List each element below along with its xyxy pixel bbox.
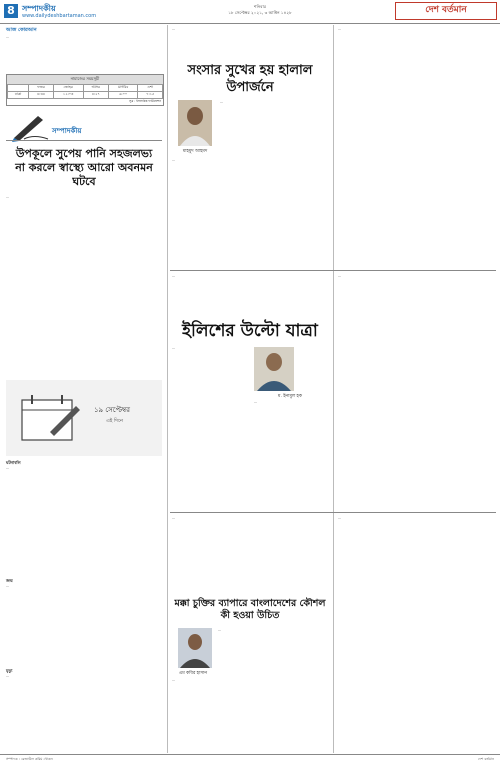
prayer-times-table xyxy=(7,84,163,99)
section-label: সম্পাদকীয় xyxy=(22,4,56,13)
history-subtitle: এই দিনে xyxy=(106,418,124,424)
prayer-header: ফজর xyxy=(29,85,54,92)
prayer-time: ৬:০০ xyxy=(108,92,137,99)
history-events-label: ঘটনাবলি xyxy=(6,460,21,465)
article2-body-2: … xyxy=(254,400,258,404)
history-deaths-label: মৃত্যু xyxy=(6,668,13,673)
prayer-header: আসর xyxy=(83,85,108,92)
article2-author: ম. ইনামুল হক xyxy=(278,394,302,399)
section-rule xyxy=(170,512,496,513)
author-photo xyxy=(178,628,212,668)
calendar-icon xyxy=(20,392,80,444)
article2-body-right: … xyxy=(338,274,342,278)
article2-body: … xyxy=(172,346,176,350)
article3-intro: … xyxy=(172,516,176,520)
article2-headline: ইলিশের উল্টো যাত্রা xyxy=(182,321,318,341)
prayer-time: ৪:৩৪ xyxy=(29,92,54,99)
footer-left: সম্পাদক : রেজাউল করিম খোকন xyxy=(6,757,53,761)
prayer-times-box xyxy=(6,74,164,106)
history-deaths-text: … xyxy=(6,674,10,678)
history-graphic xyxy=(6,380,162,456)
article3-headline: মক্কা চুক্তির ব্যাপারে বাংলাদেশের কৌশল কী হওয়া উচিত xyxy=(174,598,326,621)
editorial-body: … xyxy=(6,195,10,199)
section-rule xyxy=(170,270,496,271)
page-header xyxy=(0,0,500,22)
editorial-rule xyxy=(6,140,162,141)
author-photo xyxy=(254,347,294,391)
column-divider xyxy=(333,25,334,753)
prayer-row-label-cell xyxy=(8,85,29,92)
article1-headline: সংসার সুখের হয় হালাল উপার্জনে xyxy=(187,63,313,95)
history-births-label: জন্ম xyxy=(6,578,13,583)
history-date: ১৯ সেপ্টেম্বর xyxy=(94,406,130,414)
footer-right: দেশ বর্তমান xyxy=(477,757,494,761)
history-births-text: … xyxy=(6,584,10,588)
article1-body: … xyxy=(220,100,224,104)
dateline: শনিবার ১৮ সেপ্টেম্বর ২০২১, ৩ আশ্বিন ১৪২৮ xyxy=(228,4,292,15)
quran-text: … xyxy=(6,35,10,39)
prayer-header: এশা xyxy=(138,85,163,92)
article3-body-left: … xyxy=(172,678,176,682)
column-divider xyxy=(167,25,168,753)
website-url[interactable]: www.dailydeshbartaman.com xyxy=(22,13,97,19)
article1-body-left: … xyxy=(172,158,176,162)
masthead-logo: দেশ বর্তমান xyxy=(395,2,497,20)
prayer-header: মাগরিব xyxy=(108,85,137,92)
editorial-tag: সম্পাদকীয় xyxy=(52,127,82,135)
article1-body-right: … xyxy=(338,27,342,31)
header-divider xyxy=(0,23,500,24)
footer-divider xyxy=(0,754,500,755)
prayer-time: ৪:২৭ xyxy=(83,92,108,99)
column-text: … xyxy=(172,27,176,31)
editorial-headline: উপকূলে সুপেয় পানি সহজলভ্য না করলে স্বাস্থ্যে আরো অবনমন ঘটবে xyxy=(15,147,153,188)
prayer-time: ৭:১৫ xyxy=(138,92,163,99)
history-events-text: … xyxy=(6,466,10,470)
page-number: 8 xyxy=(4,4,18,18)
article2-intro: … xyxy=(172,274,176,278)
article1-author: মাহমুদ আহমদ xyxy=(182,149,208,154)
article3-body: … xyxy=(218,628,222,632)
prayer-city: ঢাকা xyxy=(8,92,29,99)
prayer-header: জোহর xyxy=(53,85,83,92)
article3-body-right: … xyxy=(338,516,342,520)
author-photo xyxy=(178,100,212,146)
article3-author: এম কবির হাসান xyxy=(178,671,208,676)
quran-heading: আজ কোরআন xyxy=(6,27,37,33)
prayer-box-title: নামাজের সময়সূচী xyxy=(7,75,163,84)
pen-icon xyxy=(10,112,50,142)
prayer-source: সূত্র : ইসলামিক ফাউন্ডেশন xyxy=(129,99,161,103)
prayer-time: ১২:০৩ xyxy=(53,92,83,99)
